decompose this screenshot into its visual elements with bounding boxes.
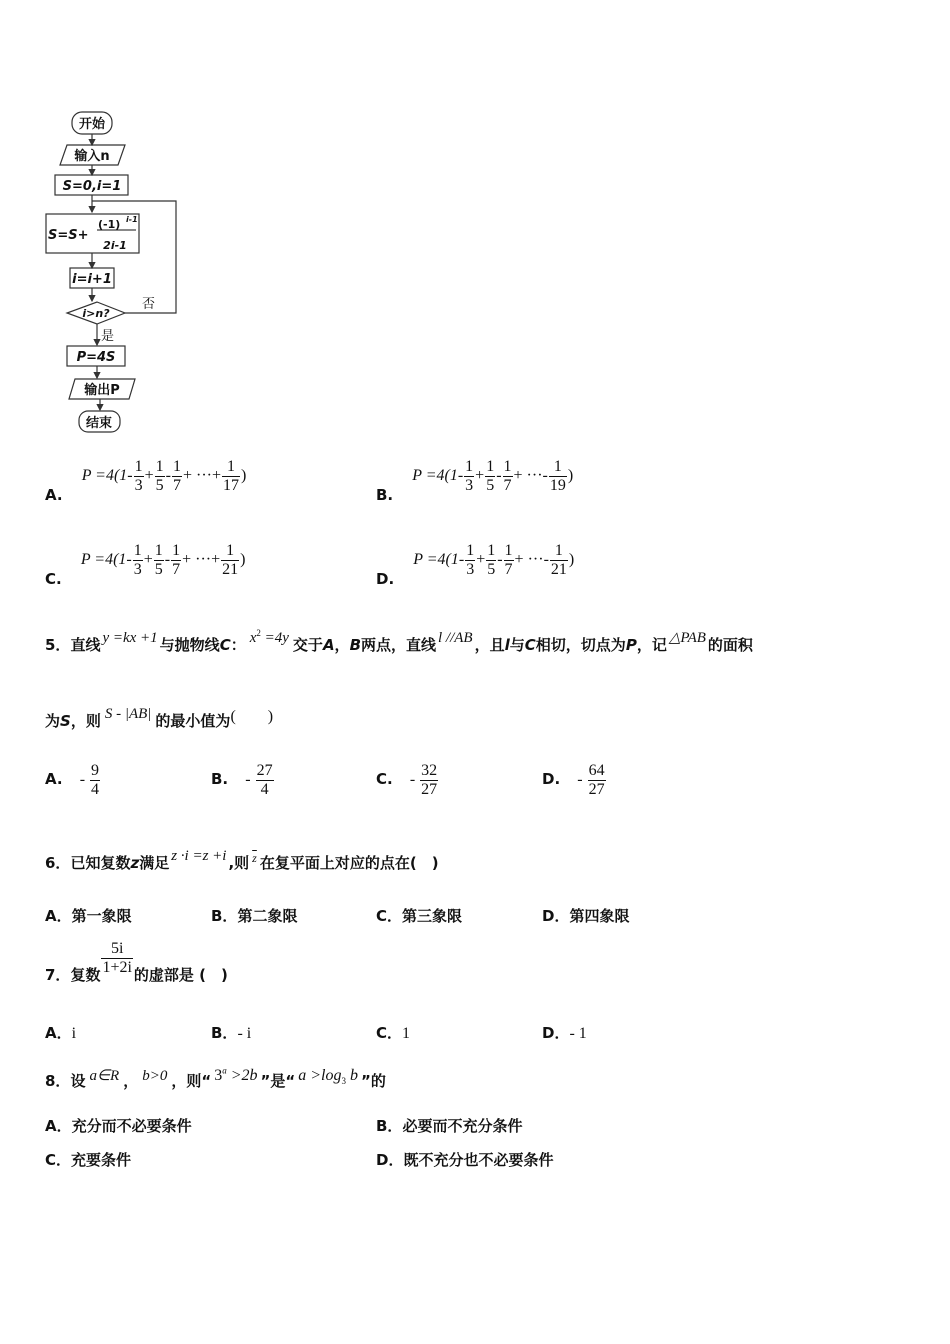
flowchart xyxy=(40,105,200,440)
expr-last-sign: + xyxy=(211,551,221,569)
option-sign: - xyxy=(245,771,251,789)
end-label: 结束 xyxy=(85,416,113,431)
option-expression: P =4(1- $\frac{1}{3}$ + $\frac{1}{5}$ - $\frac{1}{7}$ + ···- $\frac{1}{19}$ ) xyxy=(412,458,574,494)
option-numerator: 64 xyxy=(588,762,605,779)
q6-text: 已知复数 xyxy=(70,854,131,872)
q7-denominator: 1+2i xyxy=(102,959,132,976)
option-denominator: 4 xyxy=(91,781,100,798)
option-expression xyxy=(245,762,274,798)
q8-cond1-rhs: >2b xyxy=(226,1067,258,1084)
no-label: 否 xyxy=(142,297,156,312)
expr-last-den: 19 xyxy=(549,477,566,494)
question-number: 8． xyxy=(45,1072,71,1090)
option-text: 既不充分也不必要条件 xyxy=(403,1151,554,1169)
option-text: 必要而不充分条件 xyxy=(402,1117,523,1135)
option-label: B． xyxy=(376,1117,403,1135)
q8-option-d[interactable] xyxy=(376,1149,553,1170)
q6-option-c[interactable] xyxy=(376,905,462,926)
q7-option-d[interactable] xyxy=(542,1022,587,1043)
q5-option-b[interactable] xyxy=(211,762,275,799)
question-number: 5． xyxy=(45,636,71,654)
update-num-label: (-1) xyxy=(98,218,121,231)
q5-text: 的面积 xyxy=(707,636,753,654)
q5-var: S xyxy=(60,712,71,730)
q5-text: ，记 xyxy=(636,636,667,654)
q4-option-a[interactable] xyxy=(45,458,247,505)
question-number: 6． xyxy=(45,854,71,872)
update-lhs-label: S=S+ xyxy=(48,228,89,243)
q8-cond1-exp: a xyxy=(222,1065,227,1076)
q5-answer-paren: ( ) xyxy=(230,708,274,725)
q8-option-a[interactable] xyxy=(45,1115,192,1136)
q5-var: l xyxy=(504,636,510,654)
expr-prefix: P =4(1- xyxy=(413,551,465,569)
q5-line-eq: y =kx +1 xyxy=(102,630,158,646)
q8-text: 的 xyxy=(370,1072,386,1090)
q5-var: C xyxy=(524,636,536,654)
q5-option-a[interactable] xyxy=(45,762,101,799)
q8-quote: “ xyxy=(285,1072,296,1090)
option-numerator: 32 xyxy=(421,762,438,779)
option-sign: - xyxy=(79,771,86,789)
expr-last-sign: - xyxy=(542,467,548,485)
option-expression: P =4(1- $\frac{1}{3}$ + $\frac{1}{5}$ - $\frac{1}{7}$ + ···+ $\frac{1}{21}$ ) xyxy=(80,542,246,578)
q5-parabola xyxy=(250,630,289,646)
option-label: D． xyxy=(376,1151,404,1169)
output-label: 输出P xyxy=(84,383,120,398)
q8-a-in-r: a∈R xyxy=(89,1068,120,1084)
q7-option-a[interactable] xyxy=(45,1022,76,1043)
option-text: 1 xyxy=(402,1025,411,1042)
q8-condition-2 xyxy=(298,1067,358,1087)
q8-cond2-rhs: b xyxy=(345,1067,358,1084)
option-numerator: 9 xyxy=(91,762,100,779)
q5-var: B xyxy=(349,636,361,654)
expr-last-den: 17 xyxy=(223,477,240,494)
option-text: i xyxy=(71,1025,77,1042)
option-expression xyxy=(577,762,606,798)
init-label: S=0,i=1 xyxy=(62,179,122,194)
q4-option-b[interactable] xyxy=(376,458,574,505)
q7-option-c[interactable] xyxy=(376,1022,410,1043)
q5-stem-line2 xyxy=(45,708,273,731)
option-text: 充分而不必要条件 xyxy=(71,1117,192,1135)
q6-option-b[interactable] xyxy=(211,905,297,926)
expr-last-den: 21 xyxy=(550,561,567,578)
q5-parabola-rhs: =4y xyxy=(260,630,289,646)
option-text: 充要条件 xyxy=(71,1151,132,1169)
option-denominator: 4 xyxy=(260,781,269,798)
option-sign: - xyxy=(577,771,583,789)
option-label: C． xyxy=(45,1151,72,1169)
option-label: C． xyxy=(376,907,403,925)
update-den-label: 2i-1 xyxy=(103,239,127,252)
q4-option-d[interactable] xyxy=(376,542,575,589)
q8-text: 设 xyxy=(70,1072,86,1090)
option-text: 第二象限 xyxy=(237,907,298,925)
q5-option-d[interactable] xyxy=(542,762,607,799)
q6-text: 在复平面上对应的点在( ) xyxy=(259,854,439,872)
option-label: A． xyxy=(45,1024,72,1042)
option-label: D． xyxy=(542,907,570,925)
q5-var: C xyxy=(219,636,231,654)
q8-stem xyxy=(45,1065,386,1092)
option-text: 第四象限 xyxy=(569,907,630,925)
q8-cond1-base: 3 xyxy=(214,1067,223,1084)
q5-var: A xyxy=(322,636,335,654)
q5-text: ，且 xyxy=(474,636,505,654)
q4-option-c[interactable] xyxy=(45,542,246,589)
q5-text: ： xyxy=(230,636,246,654)
q7-numerator: 5i xyxy=(101,940,132,959)
option-text: - i xyxy=(237,1025,252,1042)
q5-parabola-exp: 2 xyxy=(256,628,261,638)
option-label: D. xyxy=(376,570,395,589)
option-label: A. xyxy=(45,770,63,789)
option-label: A． xyxy=(45,907,72,925)
condition-label: i>n? xyxy=(82,307,110,320)
option-text: 第一象限 xyxy=(71,907,132,925)
option-label: D. xyxy=(542,770,561,789)
option-text: - 1 xyxy=(569,1025,587,1042)
q5-option-c[interactable] xyxy=(376,762,439,799)
q7-text: 复数 xyxy=(70,966,101,984)
q5-text: 两点，直线 xyxy=(361,636,437,654)
q6-option-a[interactable] xyxy=(45,905,132,926)
q8-b-positive: b>0 xyxy=(142,1068,168,1084)
option-numerator: 27 xyxy=(256,762,273,779)
q5-text: ，则 xyxy=(70,712,101,730)
expr-last-den: 21 xyxy=(222,561,239,578)
expr-last-sign: + xyxy=(212,467,222,485)
q5-triangle: △PAB xyxy=(668,630,706,646)
option-expression: P =4(1- $\frac{1}{3}$ + $\frac{1}{5}$ - $\frac{1}{7}$ + ···+ $\frac{1}{17}$ ) xyxy=(81,458,247,494)
q7-stem xyxy=(45,940,228,984)
q6-zbar: z xyxy=(252,851,257,865)
option-expression xyxy=(409,762,439,798)
q5-var: P xyxy=(625,636,637,654)
q8-cond2-base: a >log xyxy=(298,1067,342,1084)
q5-text: 为 xyxy=(45,712,61,730)
q8-quote: ” xyxy=(360,1072,371,1090)
input-label: 输入n xyxy=(74,149,110,164)
q8-quote: ” xyxy=(260,1072,271,1090)
q6-option-d[interactable] xyxy=(542,905,629,926)
option-label: B． xyxy=(211,1024,238,1042)
option-label: B. xyxy=(376,486,394,505)
option-expression: P =4(1- $\frac{1}{3}$ + $\frac{1}{5}$ - $\frac{1}{7}$ + ···- $\frac{1}{21}$ ) xyxy=(413,542,575,578)
q6-equation: z ·i =z +i xyxy=(171,848,227,864)
q5-text: ， xyxy=(334,636,350,654)
expr-prefix: P =4(1- xyxy=(80,551,132,569)
q5-text: 直线 xyxy=(70,636,101,654)
yes-label: 是 xyxy=(101,329,115,344)
update-exp-label: i-1 xyxy=(126,215,138,224)
start-label: 开始 xyxy=(78,117,106,132)
q6-text: ,则 xyxy=(228,854,250,872)
q5-text: 与抛物线 xyxy=(159,636,220,654)
q8-text: ， xyxy=(123,1072,139,1090)
expr-prefix: P =4(1- xyxy=(412,467,464,485)
option-label: B． xyxy=(211,907,238,925)
q5-text: 交于 xyxy=(292,636,323,654)
assign-label: P=4S xyxy=(76,350,116,365)
q8-text: ，则 xyxy=(171,1072,202,1090)
option-sign: - xyxy=(409,771,416,789)
q5-parallel-line: l //AB xyxy=(438,630,473,646)
option-label: C． xyxy=(376,1024,403,1042)
q5-parabola-base: x xyxy=(249,630,257,646)
q6-text: 满足 xyxy=(139,854,170,872)
q7-text: 的虚部是 ( ) xyxy=(133,966,228,984)
q8-option-c[interactable] xyxy=(45,1149,131,1170)
q5-text: 与 xyxy=(509,636,525,654)
option-label: A. xyxy=(45,486,63,505)
q8-option-b[interactable] xyxy=(376,1115,522,1136)
option-denominator: 27 xyxy=(588,781,605,798)
q7-option-b[interactable] xyxy=(211,1022,251,1043)
q8-text: 是 xyxy=(270,1072,286,1090)
option-label: A． xyxy=(45,1117,72,1135)
question-number: 7． xyxy=(45,966,71,984)
option-denominator: 27 xyxy=(421,781,438,798)
q5-text: 的最小值为 xyxy=(155,712,231,730)
q6-stem xyxy=(45,848,439,873)
q5-stem-line1 xyxy=(45,628,753,655)
q6-var: z xyxy=(130,854,140,872)
expr-last-sign: - xyxy=(543,551,549,569)
q8-quote: “ xyxy=(201,1072,212,1090)
q5-text: 相切，切点为 xyxy=(535,636,626,654)
q5-expression: S - |AB| xyxy=(104,706,152,722)
option-label: B. xyxy=(211,770,229,789)
option-label: C. xyxy=(45,570,62,589)
option-text: 第三象限 xyxy=(402,907,463,925)
increment-label: i=i+1 xyxy=(72,272,112,287)
q8-cond2-sub: 3 xyxy=(341,1076,346,1087)
q8-condition-1 xyxy=(214,1067,257,1084)
option-label: D． xyxy=(542,1024,570,1042)
expr-prefix: P =4(1- xyxy=(81,467,133,485)
option-label: C. xyxy=(376,770,393,789)
option-expression xyxy=(79,762,101,798)
